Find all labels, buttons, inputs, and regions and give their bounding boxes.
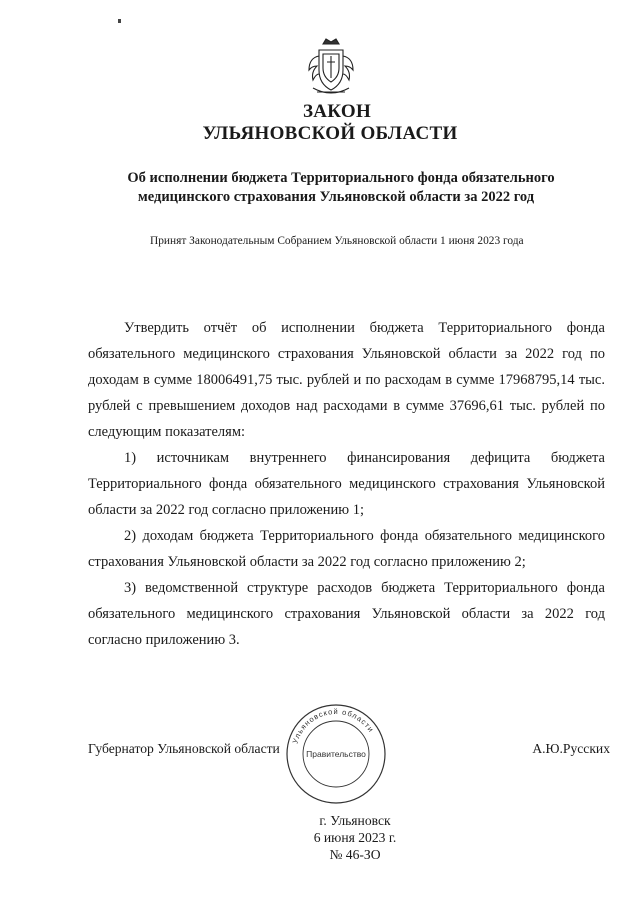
law-subject xyxy=(0,169,640,207)
law-subject-line2: медицинского страхования Ульяновской области за 2022 год xyxy=(137,189,535,205)
law-title xyxy=(0,101,640,145)
seal-ring-text: Ульяновской области xyxy=(290,706,376,745)
law-title-line1: ЗАКОН xyxy=(302,101,372,122)
seal-center-text: Правительство xyxy=(306,749,366,759)
footer-city: г. Ульяновск xyxy=(319,813,391,828)
law-footer xyxy=(250,812,460,863)
body-item-2: 2) доходам бюджета Территориального фонда обязательного медицинского страхования Ульяновской области за 2022 год согласно приложению 2; xyxy=(88,528,605,570)
coat-of-arms-icon xyxy=(305,36,357,98)
footer-number: № 46-ЗО xyxy=(329,847,381,862)
body-item-1: 1) источникам внутреннего финансирования дефицита бюджета Территориального фонда обязательного медицинского страхования Ульяновской области за 2022 год согласно приложению 1; xyxy=(88,450,605,518)
adoption-note: Принят Законодательным Собранием Ульяновской области 1 июня 2023 года xyxy=(150,235,524,247)
body-item-3: 3) ведомственной структуре расходов бюджета Территориального фонда обязательного медицинского страхования Ульяновской области за 2022 год согласно приложению 3. xyxy=(88,580,605,648)
footer-date: 6 июня 2023 г. xyxy=(313,830,397,845)
scan-mark xyxy=(118,19,121,23)
law-subject-line1: Об исполнении бюджета Территориального фонда обязательного xyxy=(127,170,555,186)
law-body xyxy=(88,315,605,653)
law-title-line2: УЛЬЯНОВСКОЙ ОБЛАСТИ xyxy=(202,123,458,144)
official-seal-icon xyxy=(284,702,388,806)
signatory-title: Губернатор Ульяновской области xyxy=(88,741,280,756)
body-paragraph-intro: Утвердить отчёт об исполнении бюджета Территориального фонда обязательного медицинского страхования Ульяновской области за 2022 год по доходам в сумме 18006491,75 тыс. рублей и по расходам в сумме 17968795,14 тыс. рублей с превышением доходов над расходами в сумме 37696,61 тыс. рублей по следующим показателям: xyxy=(88,320,605,440)
signatory-name: А.Ю.Русских xyxy=(532,741,610,756)
